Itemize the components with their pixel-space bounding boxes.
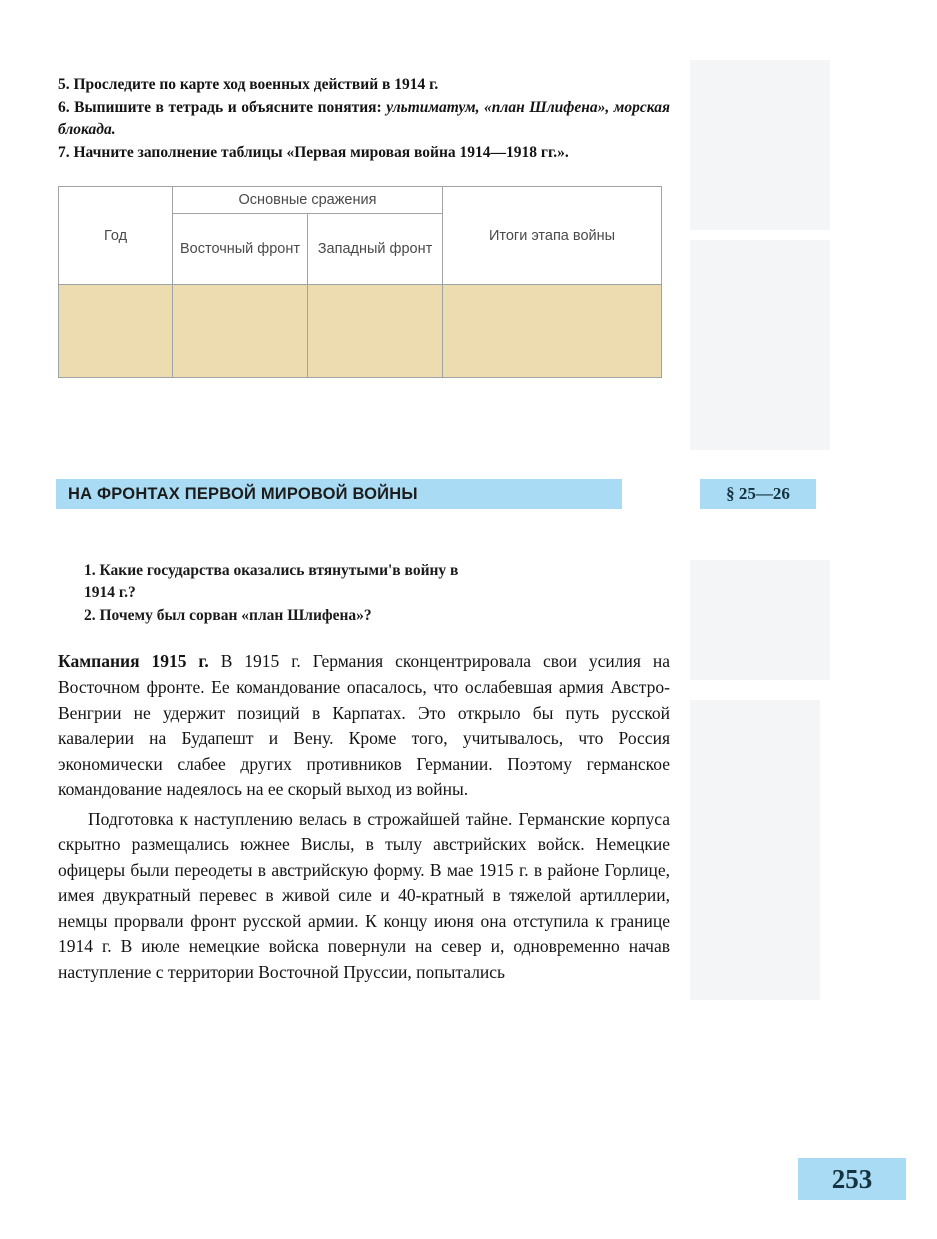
exercise-6-terms: ультиматум, «план Шлифена», морская блокада.: [58, 99, 670, 138]
header-western-front: Западный фронт: [308, 214, 443, 285]
exercise-6-text: 6. Выпишите в тетрадь и объясните понятия:: [58, 99, 387, 116]
question-1-cont: 1914 г.?: [84, 584, 136, 602]
section-number-badge: § 25—26: [700, 479, 816, 509]
table-header-row-1: [59, 187, 662, 214]
exercise-list: [58, 74, 670, 378]
header-eastern-front: Восточный фронт: [173, 214, 308, 285]
header-year: Год: [59, 187, 173, 285]
paragraph-1-text: В 1915 г. Германия сконцентрировала свои усилия на Восточном фронте. Ее командование опасалось, что ослабевшая армия Австро-Венгрии не удержит позиций в Карпатах. Это открыло бы путь русской кавалерии на Будапешт и Вену. Кроме того, учитывалось, что Россия экономически слабее других противников Германии. Поэтому германское командование надеялось на ее скорый выход из войны.: [58, 651, 670, 800]
article-body: [58, 560, 670, 986]
scan-texture-2: [690, 240, 830, 450]
section-title-bar: [56, 479, 622, 509]
cell-west-empty: [308, 285, 443, 378]
header-stage-results: Итоги этапа войны: [443, 187, 662, 285]
war-table-wrapper: [58, 186, 662, 378]
scan-texture-3: [690, 560, 830, 680]
cell-year-empty: [59, 285, 173, 378]
exercise-item-7: 7. Начните заполнение таблицы «Первая мировая война 1914—1918 гг.».: [58, 144, 569, 161]
scan-texture-4: [690, 700, 820, 1000]
scan-texture-1: [690, 60, 830, 230]
war-table: [58, 186, 662, 378]
question-1: 1. Какие государства оказались втянутыми'в войну в: [84, 562, 459, 579]
exercise-item-6: [58, 97, 670, 141]
paragraph-1-lead: Кампания 1915 г.: [58, 651, 209, 672]
paragraph-2: Подготовка к наступлению велась в строжайшей тайне. Германские корпуса скрытно размещались южнее Вислы, в тылу австрийских войск. Немецкие офицеры были переодеты в австрийскую форму. В мае 1915 г. в районе Горлице, имея двукратный перевес в живой силе и 40-кратный в тяжелой артиллерии, немцы прорвали фронт русской армии. К концу июня она отступила к границе 1914 г. В июле немецкие войска повернули на север и, одновременно начав наступление с территории Восточной Пруссии, попытались: [58, 808, 670, 982]
cell-results-empty: [443, 285, 662, 378]
section-title: НА ФРОНТАХ ПЕРВОЙ МИРОВОЙ ВОЙНЫ: [68, 484, 418, 503]
paragraph-1: [58, 649, 670, 802]
exercise-item-5: 5. Проследите по карте ход военных действий в 1914 г.: [58, 76, 439, 93]
table-row-empty: [59, 285, 662, 378]
question-2: 2. Почему был сорван «план Шлифена»?: [84, 606, 372, 624]
page-number: 253: [798, 1158, 906, 1200]
cell-east-empty: [173, 285, 308, 378]
header-main-battles: Основные сражения: [173, 187, 443, 214]
